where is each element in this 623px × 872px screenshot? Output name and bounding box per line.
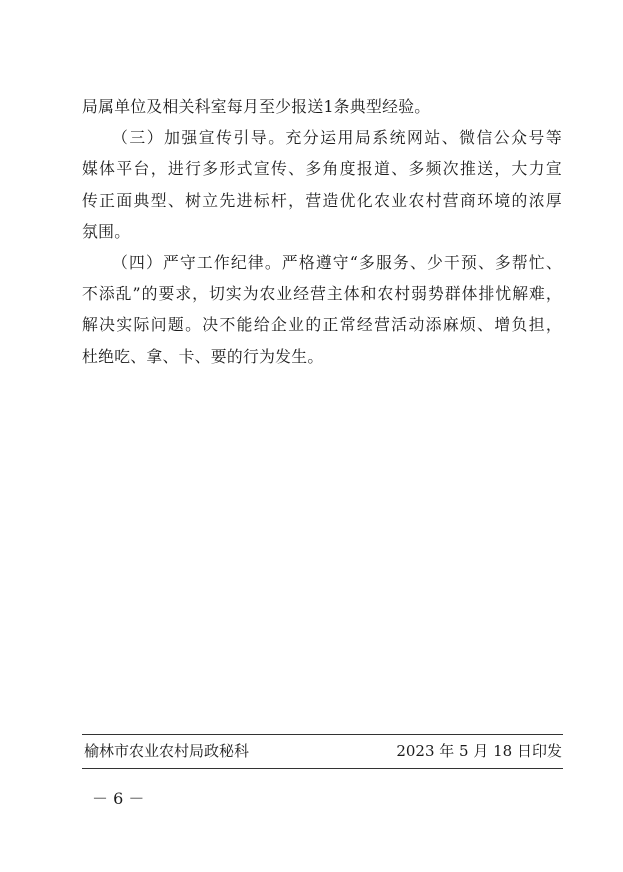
- text-line-2: （三）加强宣传引导。充分运用局系统网站、微信公众号等: [112, 128, 562, 148]
- text-line-8: 解决实际问题。决不能给企业的正常经营活动添麻烦、增负担，: [82, 315, 562, 335]
- text-line-1: 局属单位及相关科室每月至少报送1条典型经验。: [82, 97, 431, 116]
- text-line-5: 氛围。: [82, 221, 131, 241]
- text-line-6: （四）严守工作纪律。严格遵守“多服务、少干预、多帮忙、: [112, 252, 562, 272]
- text-line-7: 不添乱”的要求，切实为农业经营主体和农村弱势群体排忧解难，: [82, 284, 562, 304]
- footer-bottom-rule: [82, 768, 563, 769]
- footer-issuer: 榆林市农业农村局政秘科: [84, 742, 250, 760]
- footer-date: 2023 年 5 月 18 日印发: [396, 742, 562, 760]
- page-number: － 6 －: [92, 789, 145, 808]
- text-line-3: 媒体平台，进行多形式宣传、多角度报道、多频次推送，大力宣: [82, 159, 562, 179]
- text-line-4: 传正面典型、树立先进标杆，营造优化农业农村营商环境的浓厚: [82, 190, 562, 210]
- footer-top-rule: [82, 734, 563, 735]
- text-line-9: 杜绝吃、拿、卡、要的行为发生。: [82, 346, 324, 366]
- body-text: [82, 91, 562, 372]
